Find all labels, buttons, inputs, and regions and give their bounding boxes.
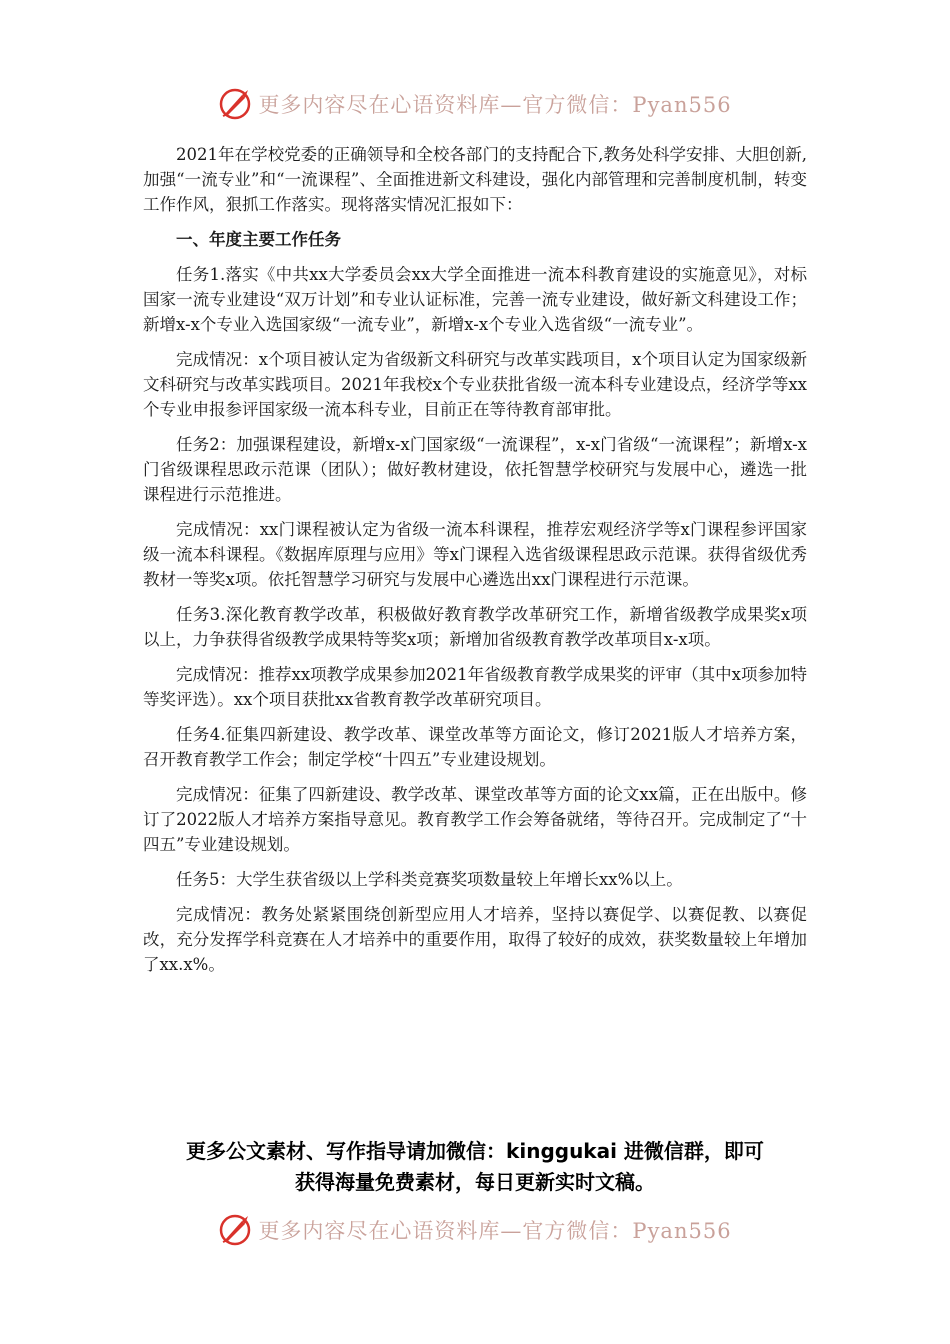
intro-paragraph: 2021年在学校党委的正确领导和全校各部门的支持配合下,教务处科学安排、大胆创新,加强“一流专业”和“一流课程”、全面推进新文科建设，强化内部管理和完善制度机制，转变工作作风，狠抓工作落实。现将落实情况汇报如下： xyxy=(143,145,807,214)
promo-block xyxy=(100,1136,850,1198)
task-4-paragraph: 任务4.征集四新建设、教学改革、课堂改革等方面论文，修订2021版人才培养方案，召开教育教学工作会；制定学校“十四五”专业建设规划。 xyxy=(143,725,807,769)
header-banner xyxy=(0,82,950,126)
promo-line-1: 更多公文素材、写作指导请加微信：kinggukai 进微信群，即可 xyxy=(186,1139,764,1163)
quill-logo-icon xyxy=(218,87,252,121)
result-2-paragraph: 完成情况：xx门课程被认定为省级一流本科课程，推荐宏观经济学等x门课程参评国家级一流本科课程。《数据库原理与应用》等x门课程入选省级课程思政示范课。获得省级优秀教材一等奖x项。依托智慧学习研究与发展中心遴选出xx门课程进行示范课。 xyxy=(143,520,807,589)
result-4-paragraph: 完成情况：征集了四新建设、教学改革、课堂改革等方面的论文xx篇，正在出版中。修订了2022版人才培养方案指导意见。教育教学工作会筹备就绪，等待召开。完成制定了“十四五”专业建设规划。 xyxy=(143,785,807,854)
result-5-paragraph: 完成情况：教务处紧紧围绕创新型应用人才培养，坚持以赛促学、以赛促教、以赛促改，充分发挥学科竞赛在人才培养中的重要作用，取得了较好的成效，获奖数量较上年增加了xx.x%。 xyxy=(143,905,807,974)
result-3-paragraph: 完成情况：推荐xx项教学成果参加2021年省级教育教学成果奖的评审（其中x项参加特等奖评选）。xx个项目获批xx省教育教学改革研究项目。 xyxy=(143,665,807,709)
task-1-paragraph: 任务1.落实《中共xx大学委员会xx大学全面推进一流本科教育建设的实施意见》，对标国家一流专业建设“双万计划”和专业认证标准，完善一流专业建设，做好新文科建设工作；新增x-x个专业入选国家级“一流专业”，新增x-x个专业入选省级“一流专业”。 xyxy=(143,265,807,334)
task-5-paragraph: 任务5：大学生获省级以上学科类竞赛奖项数量较上年增长xx%以上。 xyxy=(176,870,683,889)
task-2-paragraph: 任务2：加强课程建设，新增x-x门国家级“一流课程”，x-x门省级“一流课程”；新增x-x门省级课程思政示范课（团队）；做好教材建设，依托智慧学校研究与发展中心，遴选一批课程进行示范推进。 xyxy=(143,435,807,504)
promo-line-2: 获得海量免费素材，每日更新实时文稿。 xyxy=(295,1170,655,1194)
task-3-paragraph: 任务3.深化教育教学改革，积极做好教育教学改革研究工作，新增省级教学成果奖x项以上，力争获得省级教学成果特等奖x项；新增加省级教育教学改革项目x-x项。 xyxy=(143,605,807,649)
footer-banner xyxy=(0,1208,950,1252)
quill-logo-icon xyxy=(218,1213,252,1247)
section-heading: 一、年度主要工作任务 xyxy=(176,230,341,249)
document-body xyxy=(143,142,807,987)
header-banner-text: 更多内容尽在心语资料库—官方微信：Pyan556 xyxy=(258,93,732,117)
result-1-paragraph: 完成情况：x个项目被认定为省级新文科研究与改革实践项目，x个项目认定为国家级新文科研究与改革实践项目。2021年我校x个专业获批省级一流本科专业建设点，经济学等xx个专业申报参评国家级一流本科专业，目前正在等待教育部审批。 xyxy=(143,350,807,419)
footer-banner-text: 更多内容尽在心语资料库—官方微信：Pyan556 xyxy=(258,1219,732,1243)
